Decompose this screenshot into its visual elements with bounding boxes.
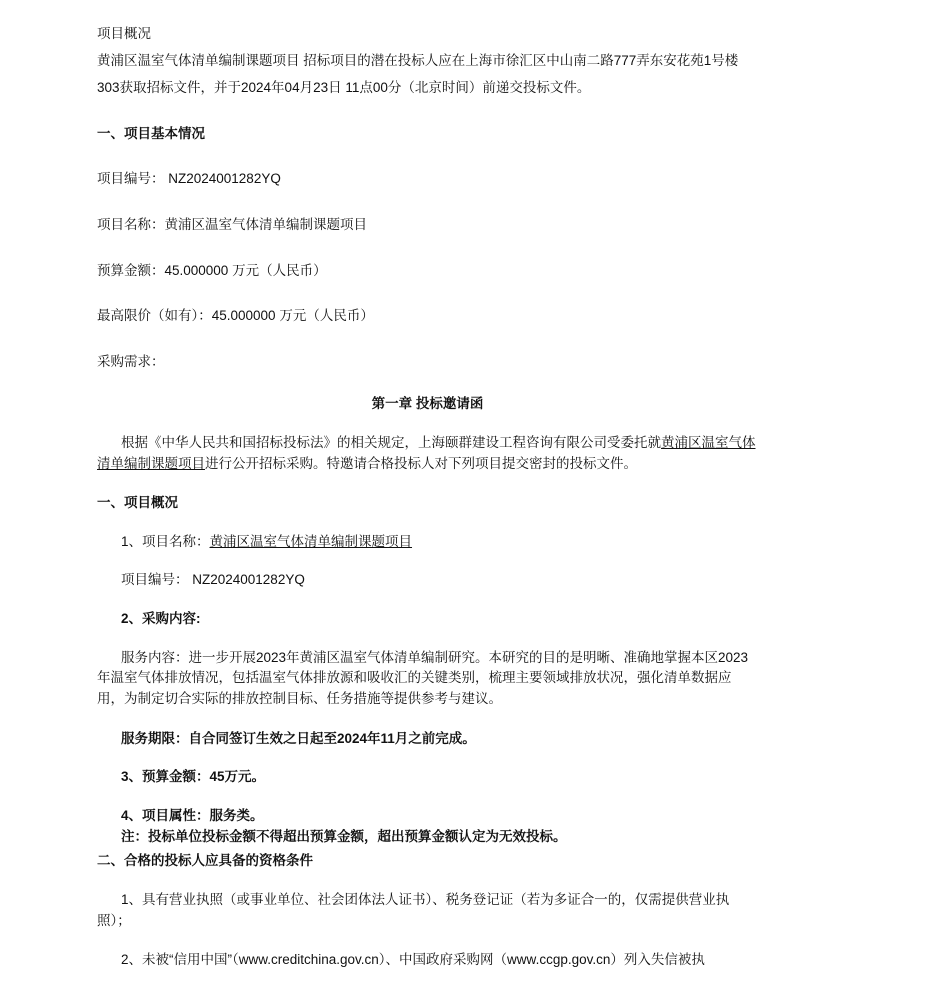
- bid-note: 注：投标单位投标金额不得超出预算金额，超出预算金额认定为无效投标。: [121, 829, 567, 844]
- item1-project-number: 项目编号： NZ2024001282YQ: [121, 572, 305, 587]
- service-period: 服务期限：自合同签订生效之日起至2024年11月之前完成。: [121, 731, 476, 746]
- invitation-line-1: [121, 433, 756, 453]
- condition1-line-1: 1、具有营业执照（或事业单位、社会团体法人证书）、税务登记证（若为多证合一的，仅需提供营业执: [121, 892, 730, 907]
- project-link-part-2[interactable]: 清单编制课题项目: [97, 456, 205, 471]
- project-number: 项目编号： NZ2024001282YQ: [97, 171, 281, 186]
- item1-project-link[interactable]: 黄浦区温室气体清单编制课题项目: [209, 534, 413, 549]
- max-price: 最高限价（如有）：45.000000 万元（人民币）: [97, 308, 374, 323]
- invitation-text-a: 根据《中华人民共和国招标投标法》的相关规定，上海颐群建设工程咨询有限公司受委托就: [121, 435, 661, 450]
- overview-line-2: 303获取招标文件，并于2024年04月23日 11点00分（北京时间）前递交投标文件。: [97, 80, 591, 95]
- invitation-line-2: [97, 454, 637, 474]
- service-content-line-3: 用，为制定切合实际的排放控制目标、任务措施等提供参考与建议。: [97, 691, 502, 706]
- condition1-line-2: 照）；: [97, 913, 131, 928]
- basic-heading: 一、项目基本情况: [97, 126, 205, 141]
- overview-line-1: 黄浦区温室气体清单编制课题项目 招标项目的潜在投标人应在上海市徐汇区中山南二路777弄东安花苑1号楼: [97, 53, 739, 68]
- overview-title: 项目概况: [97, 26, 151, 41]
- item1-prefix: 1、项目名称：: [121, 534, 210, 549]
- item1-project-name: [121, 532, 412, 552]
- item2-heading: 2、采购内容:: [121, 611, 201, 626]
- service-content-line-2: 年温室气体排放情况，包括温室气体排放源和吸收汇的关键类别，梳理主要领域排放状况，强化清单数据应: [97, 670, 732, 685]
- service-content-line-1: 服务内容：进一步开展2023年黄浦区温室气体清单编制研究。本研究的目的是明晰、准确地掌握本区2023: [121, 650, 749, 665]
- item3-budget: 3、预算金额：45万元。: [121, 769, 266, 784]
- section1-heading: 一、项目概况: [97, 495, 178, 510]
- invitation-text-b: 进行公开招标采购。特邀请合格投标人对下列项目提交密封的投标文件。: [205, 456, 637, 471]
- budget-amount: 预算金额：45.000000 万元（人民币）: [97, 263, 327, 278]
- project-link-part-1[interactable]: 黄浦区温室气体: [661, 435, 756, 450]
- condition2-line-1: 2、未被“信用中国”（www.creditchina.gov.cn）、中国政府采购网（www.ccgp.gov.cn）列入失信被执: [121, 952, 705, 967]
- project-name: 项目名称：黄浦区温室气体清单编制课题项目: [97, 217, 367, 232]
- procurement-requirement: 采购需求：: [97, 354, 165, 369]
- section2-heading: 二、合格的投标人应具备的资格条件: [97, 853, 313, 868]
- item4-attribute: 4、项目属性：服务类。: [121, 808, 264, 823]
- chapter-title: 第一章 投标邀请函: [371, 396, 484, 411]
